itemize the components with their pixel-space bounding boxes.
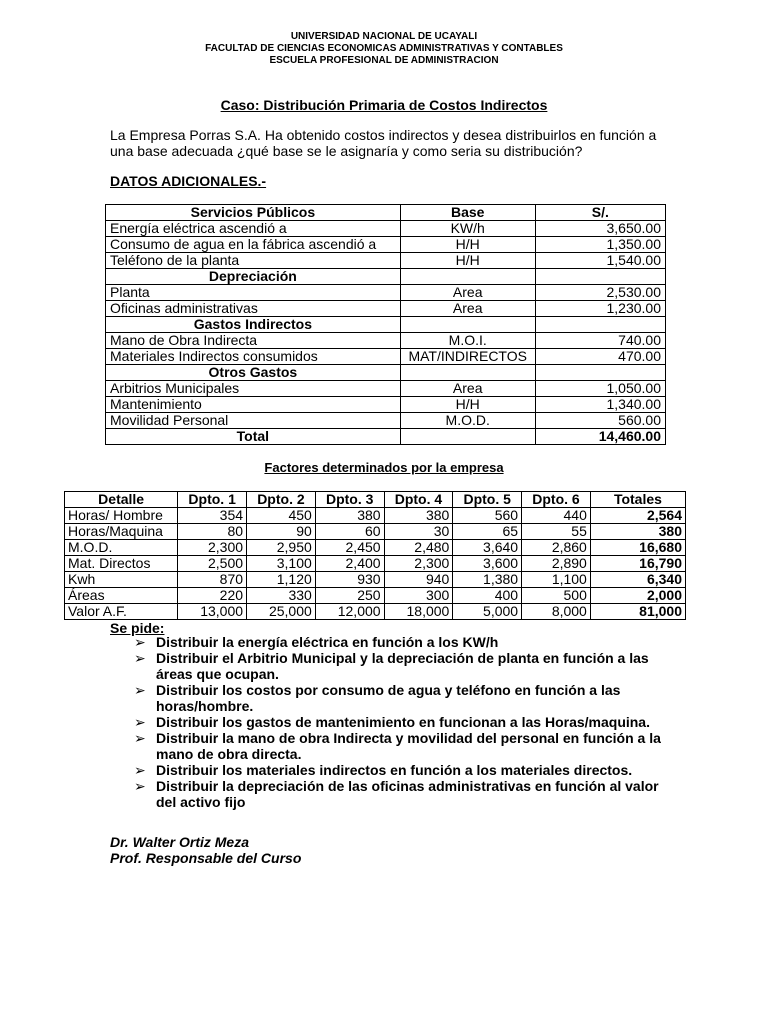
amount-cell: 2,530.00 xyxy=(535,285,665,301)
table-row xyxy=(65,524,686,540)
table-row xyxy=(65,508,686,524)
table-row xyxy=(106,301,666,317)
base-cell xyxy=(400,365,535,381)
total-cell: 2,564 xyxy=(590,508,685,524)
base-cell: KW/h xyxy=(400,221,535,237)
concept-cell: Materiales Indirectos consumidos xyxy=(106,349,401,365)
department-value-cell: 870 xyxy=(178,572,247,588)
concept-cell: Mano de Obra Indirecta xyxy=(106,333,401,349)
department-value-cell: 25,000 xyxy=(247,604,316,620)
department-value-cell: 2,860 xyxy=(522,540,591,556)
table-row xyxy=(106,253,666,269)
list-item xyxy=(134,682,674,714)
table-row xyxy=(106,365,666,381)
table-row xyxy=(65,588,686,604)
department-value-cell: 930 xyxy=(315,572,384,588)
total-cell: 380 xyxy=(590,524,685,540)
task-text: Distribuir la energía eléctrica en función a los KW/h xyxy=(156,634,499,650)
column-header: Dpto. 2 xyxy=(247,492,316,508)
list-item xyxy=(134,730,674,762)
concept-cell: Consumo de agua en la fábrica ascendió a xyxy=(106,237,401,253)
department-value-cell: 55 xyxy=(522,524,591,540)
department-value-cell: 8,000 xyxy=(522,604,591,620)
professor-role: Prof. Responsable del Curso xyxy=(110,850,302,866)
concept-cell: Mantenimiento xyxy=(106,397,401,413)
department-value-cell: 2,500 xyxy=(178,556,247,572)
department-value-cell: 80 xyxy=(178,524,247,540)
amount-cell xyxy=(535,365,665,381)
list-item xyxy=(134,650,674,682)
arrow-bullet-icon: ➢ xyxy=(134,682,146,698)
list-item xyxy=(134,762,674,778)
table-row xyxy=(106,285,666,301)
department-value-cell: 220 xyxy=(178,588,247,604)
total-cell: 6,340 xyxy=(590,572,685,588)
department-value-cell: 30 xyxy=(384,524,453,540)
base-cell: MAT/INDIRECTOS xyxy=(400,349,535,365)
column-header: Dpto. 4 xyxy=(384,492,453,508)
base-cell: H/H xyxy=(400,253,535,269)
detail-cell: Horas/ Hombre xyxy=(65,508,178,524)
table-header-row xyxy=(65,492,686,508)
signature-block xyxy=(110,834,301,866)
arrow-bullet-icon: ➢ xyxy=(134,778,146,794)
total-label-cell: Total xyxy=(106,429,401,445)
department-value-cell: 330 xyxy=(247,588,316,604)
column-header: Dpto. 6 xyxy=(522,492,591,508)
amount-cell: 740.00 xyxy=(535,333,665,349)
task-text: Distribuir los costos por consumo de agua y teléfono en función a las horas/hombre. xyxy=(156,682,621,714)
department-value-cell: 1,380 xyxy=(453,572,522,588)
concept-cell: Planta xyxy=(106,285,401,301)
section-heading-cell: Depreciación xyxy=(106,269,401,285)
base-cell: M.O.D. xyxy=(400,413,535,429)
table-row xyxy=(106,237,666,253)
task-text: Distribuir los gastos de mantenimiento en funcionan a las Horas/maquina. xyxy=(156,714,650,730)
table-row xyxy=(65,604,686,620)
department-value-cell: 560 xyxy=(453,508,522,524)
base-cell xyxy=(400,269,535,285)
base-cell: Area xyxy=(400,301,535,317)
department-value-cell: 3,640 xyxy=(453,540,522,556)
total-amount-cell: 14,460.00 xyxy=(535,429,665,445)
table-row xyxy=(106,317,666,333)
table-header-row xyxy=(106,205,666,221)
concept-cell: Energía eléctrica ascendió a xyxy=(106,221,401,237)
base-cell: H/H xyxy=(400,397,535,413)
department-value-cell: 2,480 xyxy=(384,540,453,556)
arrow-bullet-icon: ➢ xyxy=(134,650,146,666)
column-header: Totales xyxy=(590,492,685,508)
detail-cell: Mat. Directos xyxy=(65,556,178,572)
department-value-cell: 1,120 xyxy=(247,572,316,588)
arrow-bullet-icon: ➢ xyxy=(134,634,146,650)
table-row xyxy=(106,269,666,285)
base-cell: Area xyxy=(400,285,535,301)
university-name: UNIVERSIDAD NACIONAL DE UCAYALI xyxy=(290,31,478,42)
table-row xyxy=(106,429,666,445)
se-pide-label: Se pide: xyxy=(110,620,165,636)
arrow-bullet-icon: ➢ xyxy=(134,714,146,730)
case-title: Caso: Distribución Primaria de Costos Indirectos xyxy=(220,97,548,113)
table-row xyxy=(65,556,686,572)
table-row xyxy=(106,413,666,429)
document-header xyxy=(0,31,768,67)
task-list xyxy=(134,634,674,810)
department-value-cell: 3,100 xyxy=(247,556,316,572)
total-cell: 2,000 xyxy=(590,588,685,604)
table-row xyxy=(65,572,686,588)
department-value-cell: 2,300 xyxy=(384,556,453,572)
department-value-cell: 60 xyxy=(315,524,384,540)
department-value-cell: 1,100 xyxy=(522,572,591,588)
task-text: Distribuir la mano de obra Indirecta y movilidad del personal en función a la mano de obra directa. xyxy=(156,730,661,762)
factores-title: Factores determinados por la empresa xyxy=(264,460,504,475)
section-heading-cell: Gastos Indirectos xyxy=(106,317,401,333)
task-text: Distribuir los materiales indirectos en función a los materiales directos. xyxy=(156,762,633,778)
department-value-cell: 380 xyxy=(384,508,453,524)
table-row xyxy=(106,397,666,413)
detail-cell: Áreas xyxy=(65,588,178,604)
concept-cell: Movilidad Personal xyxy=(106,413,401,429)
column-header: Detalle xyxy=(65,492,178,508)
amount-cell xyxy=(535,317,665,333)
department-value-cell: 13,000 xyxy=(178,604,247,620)
amount-cell: 1,340.00 xyxy=(535,397,665,413)
total-cell: 81,000 xyxy=(590,604,685,620)
department-value-cell: 250 xyxy=(315,588,384,604)
amount-cell xyxy=(535,269,665,285)
section-heading-cell: Otros Gastos xyxy=(106,365,401,381)
base-cell: H/H xyxy=(400,237,535,253)
department-value-cell: 3,600 xyxy=(453,556,522,572)
department-value-cell: 380 xyxy=(315,508,384,524)
faculty-name: FACULTAD DE CIENCIAS ECONOMICAS ADMINISTRATIVAS Y CONTABLES xyxy=(205,43,563,54)
column-header: Dpto. 5 xyxy=(453,492,522,508)
department-value-cell: 2,300 xyxy=(178,540,247,556)
school-name: ESCUELA PROFESIONAL DE ADMINISTRACION xyxy=(269,55,499,66)
table-row xyxy=(106,349,666,365)
datos-adicionales-title: DATOS ADICIONALES.- xyxy=(110,173,267,189)
amount-cell: 1,540.00 xyxy=(535,253,665,269)
concept-cell: Teléfono de la planta xyxy=(106,253,401,269)
department-value-cell: 2,450 xyxy=(315,540,384,556)
department-value-cell: 5,000 xyxy=(453,604,522,620)
department-value-cell: 2,950 xyxy=(247,540,316,556)
column-header: Dpto. 1 xyxy=(178,492,247,508)
department-value-cell: 300 xyxy=(384,588,453,604)
concept-cell: Oficinas administrativas xyxy=(106,301,401,317)
base-cell: Area xyxy=(400,381,535,397)
amount-cell: 560.00 xyxy=(535,413,665,429)
list-item xyxy=(134,714,674,730)
detail-cell: M.O.D. xyxy=(65,540,178,556)
total-cell: 16,790 xyxy=(590,556,685,572)
department-value-cell: 940 xyxy=(384,572,453,588)
table-row xyxy=(106,381,666,397)
column-header: Base xyxy=(400,205,535,221)
amount-cell: 1,230.00 xyxy=(535,301,665,317)
total-cell: 16,680 xyxy=(590,540,685,556)
amount-cell: 1,050.00 xyxy=(535,381,665,397)
column-header: Servicios Públicos xyxy=(106,205,401,221)
department-value-cell: 450 xyxy=(247,508,316,524)
intro-paragraph: La Empresa Porras S.A. Ha obtenido costos indirectos y desea distribuirlos en función a una base adecuada ¿qué base se le asignaría y como seria su distribución? xyxy=(110,127,657,159)
department-value-cell: 2,890 xyxy=(522,556,591,572)
list-item xyxy=(134,634,674,650)
department-value-cell: 65 xyxy=(453,524,522,540)
amount-cell: 1,350.00 xyxy=(535,237,665,253)
department-value-cell: 18,000 xyxy=(384,604,453,620)
task-text: Distribuir el Arbitrio Municipal y la depreciación de planta en función a las áreas que ocupan. xyxy=(156,650,649,682)
professor-name: Dr. Walter Ortiz Meza xyxy=(110,834,250,850)
arrow-bullet-icon: ➢ xyxy=(134,730,146,746)
table-row xyxy=(65,540,686,556)
arrow-bullet-icon: ➢ xyxy=(134,762,146,778)
department-value-cell: 354 xyxy=(178,508,247,524)
department-value-cell: 440 xyxy=(522,508,591,524)
detail-cell: Kwh xyxy=(65,572,178,588)
base-cell xyxy=(400,429,535,445)
factores-table xyxy=(64,491,686,620)
detail-cell: Horas/Maquina xyxy=(65,524,178,540)
amount-cell: 3,650.00 xyxy=(535,221,665,237)
concept-cell: Arbitrios Municipales xyxy=(106,381,401,397)
department-value-cell: 2,400 xyxy=(315,556,384,572)
detail-cell: Valor A.F. xyxy=(65,604,178,620)
list-item xyxy=(134,778,674,810)
servicios-table xyxy=(105,204,666,445)
column-header: S/. xyxy=(535,205,665,221)
column-header: Dpto. 3 xyxy=(315,492,384,508)
department-value-cell: 400 xyxy=(453,588,522,604)
base-cell xyxy=(400,317,535,333)
amount-cell: 470.00 xyxy=(535,349,665,365)
table-row xyxy=(106,221,666,237)
department-value-cell: 500 xyxy=(522,588,591,604)
department-value-cell: 12,000 xyxy=(315,604,384,620)
table-row xyxy=(106,333,666,349)
department-value-cell: 90 xyxy=(247,524,316,540)
task-text: Distribuir la depreciación de las oficinas administrativas en función al valor del activo fijo xyxy=(156,778,659,810)
base-cell: M.O.I. xyxy=(400,333,535,349)
